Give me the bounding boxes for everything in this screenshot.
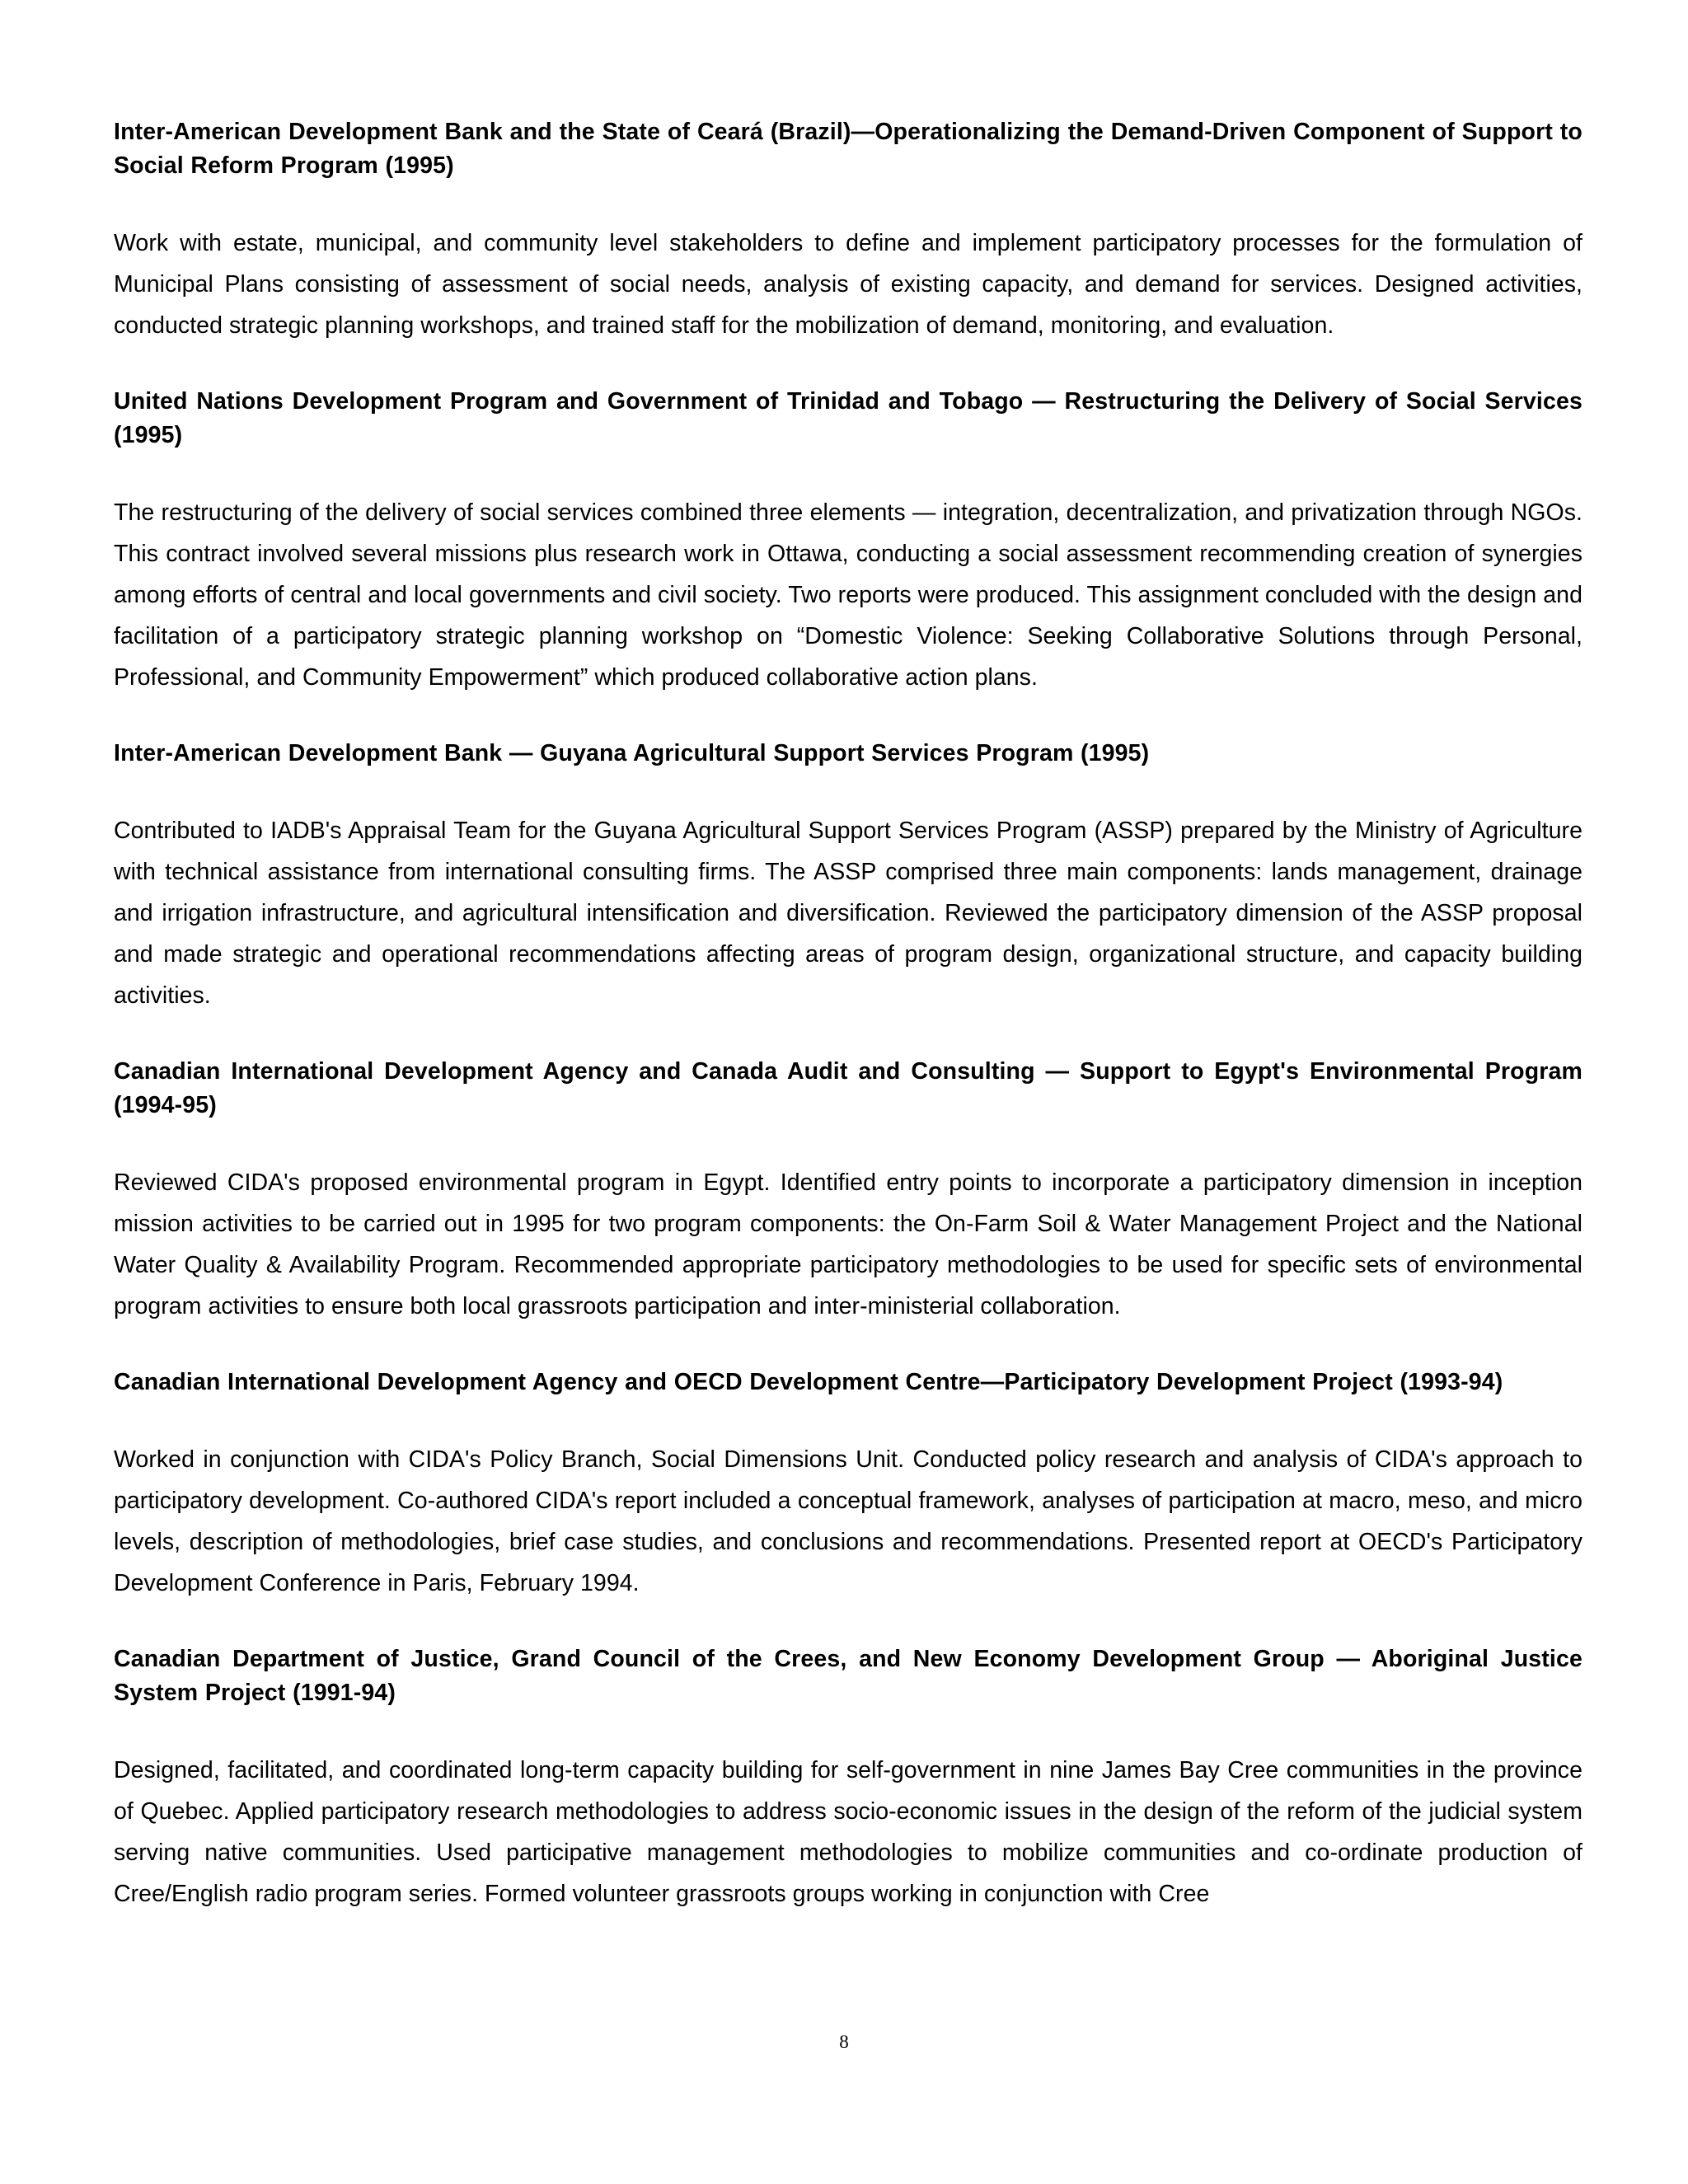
section-paragraph: The restructuring of the delivery of social services combined three elements — integration, decentralization, and privatization through NGOs. This contract involved several missions plus research work in Ottawa, conducting a social assessment recommending creation of synergies among efforts of central and local governments and civil society. Two reports were produced. This assignment concluded with the design and facilitation of a participatory strategic planning workshop on “Domestic Violence: Seeking Collaborative Solutions through Personal, Professional, and Community Empowerment” which produced collaborative action plans. [114,499,1582,691]
spacer [114,1122,1582,1162]
section-paragraph: Designed, facilitated, and coordinated long-term capacity building for self-government in nine James Bay Cree communities in the province of Quebec. Applied participatory research methodologies to address socio-economic issues in the design of the reform of the judicial system serving native communities. Used participative management methodologies to mobilize communities and co-ordinate production of Cree/English radio program series. Formed volunteer grassroots groups working in conjunction with Cree [114,1757,1582,1907]
spacer [114,183,1582,223]
spacer [114,346,1582,385]
spacer [114,1327,1582,1366]
spacer [114,452,1582,492]
section-heading: Canadian International Development Agency and OECD Development Centre—Participatory Development Project (1993-94) [114,1369,1503,1395]
section-cida-egypt [114,1055,1582,1327]
section-iadb-guyana [114,737,1582,1016]
page-number: 8 [839,2032,849,2052]
section-heading: United Nations Development Program and Government of Trinidad and Tobago — Restructuring the Delivery of Social Services (1995) [114,388,1582,448]
section-justice-crees [114,1643,1582,1915]
section-heading: Canadian International Development Agency and Canada Audit and Consulting — Support to Egypt's Environmental Program (1994-95) [114,1058,1582,1118]
spacer [114,698,1582,737]
section-iadb-ceara [114,115,1582,346]
spacer [114,1016,1582,1055]
section-cida-oecd [114,1366,1582,1604]
spacer [114,1399,1582,1439]
section-paragraph: Work with estate, municipal, and community level stakeholders to define and implement participatory processes for the formulation of Municipal Plans consisting of assessment of social needs, analysis of existing capacity, and demand for services. Designed activities, conducted strategic planning workshops, and trained staff for the mobilization of demand, monitoring, and evaluation. [114,230,1582,339]
section-heading: Inter-American Development Bank — Guyana Agricultural Support Services Program (1995) [114,740,1150,766]
section-undp-trinidad-tobago [114,385,1582,698]
section-heading: Canadian Department of Justice, Grand Council of the Crees, and New Economy Development Group — Aboriginal Justice System Project (1991-94) [114,1646,1582,1706]
section-paragraph: Reviewed CIDA's proposed environmental program in Egypt. Identified entry points to incorporate a participatory dimension in inception mission activities to be carried out in 1995 for two program components: the On-Farm Soil & Water Management Project and the National Water Quality & Availability Program. Recommended appropriate participatory methodologies to be used for specific sets of environmental program activities to ensure both local grassroots participation and inter-ministerial collaboration. [114,1169,1582,1319]
spacer [114,1710,1582,1750]
section-heading: Inter-American Development Bank and the State of Ceará (Brazil)—Operationalizing the Demand-Driven Component of Support to Social Reform Program (1995) [114,119,1582,179]
document-body [114,115,1582,1915]
spacer [114,771,1582,810]
spacer [114,1604,1582,1643]
section-paragraph: Worked in conjunction with CIDA's Policy Branch, Social Dimensions Unit. Conducted policy research and analysis of CIDA's approach to participatory development. Co-authored CIDA's report included a conceptual framework, analyses of participation at macro, meso, and micro levels, description of methodologies, brief case studies, and conclusions and recommendations. Presented report at OECD's Participatory Development Conference in Paris, February 1994. [114,1446,1582,1596]
section-paragraph: Contributed to IADB's Appraisal Team for the Guyana Agricultural Support Services Program (ASSP) prepared by the Ministry of Agriculture with technical assistance from international consulting firms. The ASSP comprised three main components: lands management, drainage and irrigation infrastructure, and agricultural intensification and diversification. Reviewed the participatory dimension of the ASSP proposal and made strategic and operational recommendations affecting areas of program design, organizational structure, and capacity building activities. [114,818,1582,1009]
